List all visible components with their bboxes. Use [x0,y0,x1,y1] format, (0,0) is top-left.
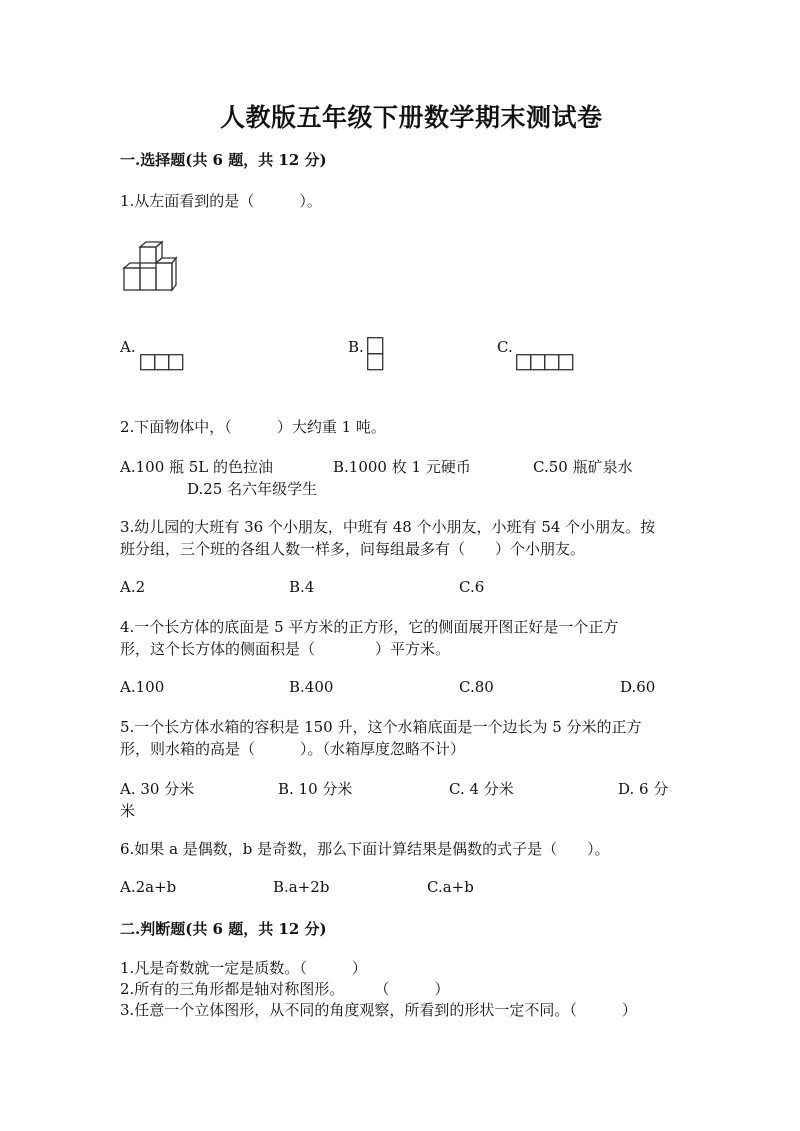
q5-option-d-wrap: 米 [120,802,136,820]
cube-stack-figure [120,242,180,294]
question-3-text-line-2: 班分组，三个班的各组人数一样多，问每组最多有（ ）个小朋友。 [120,540,586,558]
q3-option-b[interactable]: B.4 [289,578,315,596]
q6-option-a[interactable]: A.2a+b [120,878,177,896]
q5-option-d[interactable]: D. 6 分 [618,780,669,798]
q3-option-c[interactable]: C.6 [459,578,485,596]
q5-option-b[interactable]: B. 10 分米 [278,780,353,798]
question-6-text: 6.如果 a 是偶数，b 是奇数，那么下面计算结果是偶数的式子是（ ）。 [120,840,610,858]
q4-option-b[interactable]: B.400 [289,678,334,696]
q4-option-c[interactable]: C.80 [459,678,494,696]
q5-option-a[interactable]: A. 30 分米 [120,780,195,798]
three-squares-row-figure [140,354,186,371]
page-title: 人教版五年级下册数学期末测试卷 [220,103,603,132]
four-squares-row-figure [516,354,574,371]
question-3-text-line-1: 3.幼儿园的大班有 36 个小朋友，中班有 48 个小朋友，小班有 54 个小朋友。按 [120,518,656,536]
judge-item-1: 1.凡是奇数就一定是质数。（ ） [120,959,367,977]
q2-option-a[interactable]: A.100 瓶 5L 的色拉油 [120,458,274,476]
section-1-heading: 一.选择题(共 6 题，共 12 分) [120,151,327,169]
q4-option-a[interactable]: A.100 [120,678,165,696]
question-1-text: 1.从左面看到的是（ ）。 [120,192,322,210]
q5-option-c[interactable]: C. 4 分米 [449,780,514,798]
q1-option-b[interactable]: B. [348,338,364,356]
q1-option-c[interactable]: C. [497,338,513,356]
q3-option-a[interactable]: A.2 [120,578,146,596]
q1-option-a[interactable]: A. [120,338,136,356]
question-5-text-line-2: 形，则水箱的高是（ ）。（水箱厚度忽略不计） [120,740,466,758]
judge-item-3: 3.任意一个立体图形，从不同的角度观察，所看到的形状一定不同。（ ） [120,1001,637,1019]
question-2-text: 2.下面物体中，（ ）大约重 1 吨。 [120,418,386,436]
question-4-text-line-2: 形，这个长方体的侧面积是（ ）平方米。 [120,640,451,658]
two-squares-column-figure [367,337,384,371]
q2-option-c[interactable]: C.50 瓶矿泉水 [533,458,633,476]
question-5-text-line-1: 5.一个长方体水箱的容积是 150 升，这个水箱底面是一个边长为 5 分米的正方 [120,718,642,736]
q6-option-c[interactable]: C.a+b [427,878,474,896]
section-2-heading: 二.判断题(共 6 题，共 12 分) [120,920,327,938]
q6-option-b[interactable]: B.a+2b [273,878,330,896]
judge-item-2: 2.所有的三角形都是轴对称图形。 （ ） [120,980,450,998]
q2-option-b[interactable]: B.1000 枚 1 元硬币 [333,458,471,476]
q4-option-d[interactable]: D.60 [620,678,656,696]
q2-option-d[interactable]: D.25 名六年级学生 [187,480,318,498]
question-4-text-line-1: 4.一个长方体的底面是 5 平方米的正方形，它的侧面展开图正好是一个正方 [120,618,619,636]
